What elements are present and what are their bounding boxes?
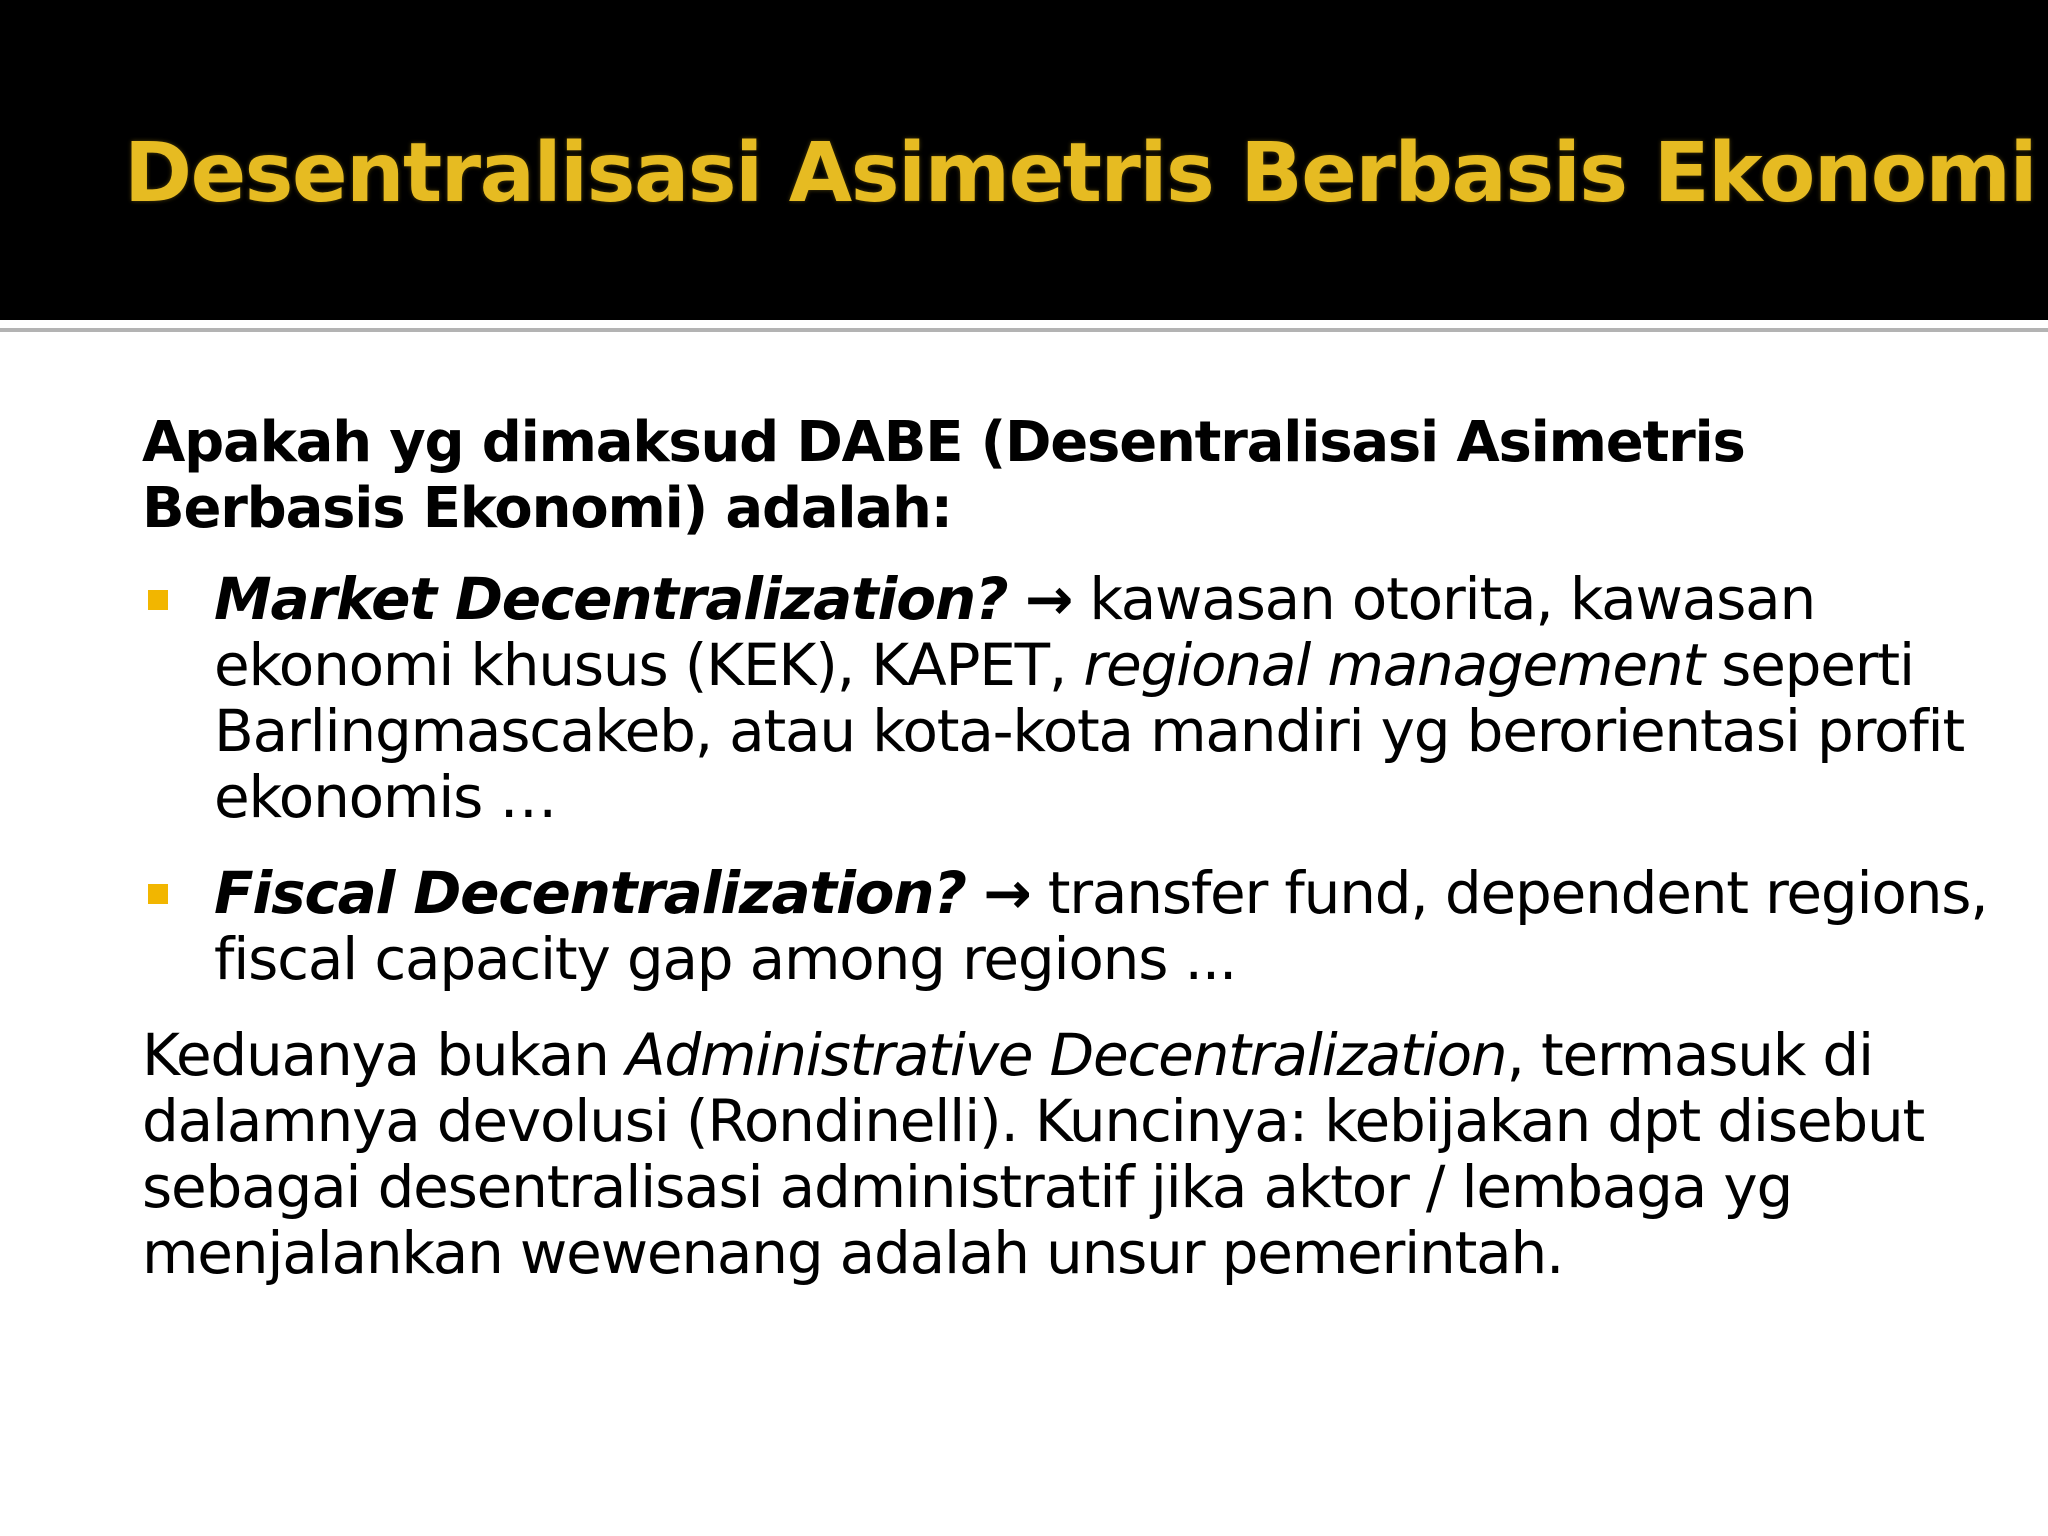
slide-title: Desentralisasi Asimetris Berbasis Ekonomi [124, 126, 2037, 221]
bullet-emphasis: regional management [1083, 631, 1704, 699]
bullet-term: Market Decentralization? [214, 565, 1008, 633]
bullet-list [142, 566, 2002, 992]
bullet-term: Fiscal Decentralization? [214, 859, 966, 927]
slide-body [142, 410, 2002, 1286]
right-arrow-icon: → [1024, 565, 1073, 633]
bullet-text-continued: seperti Barlingmascakeb, atau kota-kota mandiri yg berorientasi profit ekonomis … [214, 631, 1964, 831]
closing-paragraph [142, 1022, 2002, 1286]
bullet-text: transfer fund, dependent regions, fiscal capacity gap among regions ... [214, 859, 1988, 993]
bullet-fiscal-decentralization [142, 860, 2002, 992]
closing-text-continued: , termasuk di dalamnya devolusi (Rondinelli). Kuncinya: kebijakan dpt disebut sebagai desentralisasi administratif jika aktor / lembaga yg menjalankan wewenang adalah unsur pemerintah. [142, 1021, 1925, 1287]
square-bullet-icon [148, 884, 168, 904]
intro-text: Apakah yg dimaksud DABE (Desentralisasi Asimetris Berbasis Ekonomi) adalah: [142, 410, 1745, 541]
title-rule-gap [0, 320, 2048, 325]
title-divider [0, 328, 2048, 332]
square-bullet-icon [148, 590, 168, 610]
bullet-text: kawasan otorita, kawasan ekonomi khusus (KEK), KAPET, [214, 565, 1816, 699]
closing-text: Keduanya bukan [142, 1021, 626, 1089]
title-bar [0, 0, 2048, 320]
bullet-market-decentralization [142, 566, 2002, 830]
closing-emphasis: Administrative Decentralization [625, 1021, 1507, 1089]
right-arrow-icon: → [983, 859, 1031, 927]
